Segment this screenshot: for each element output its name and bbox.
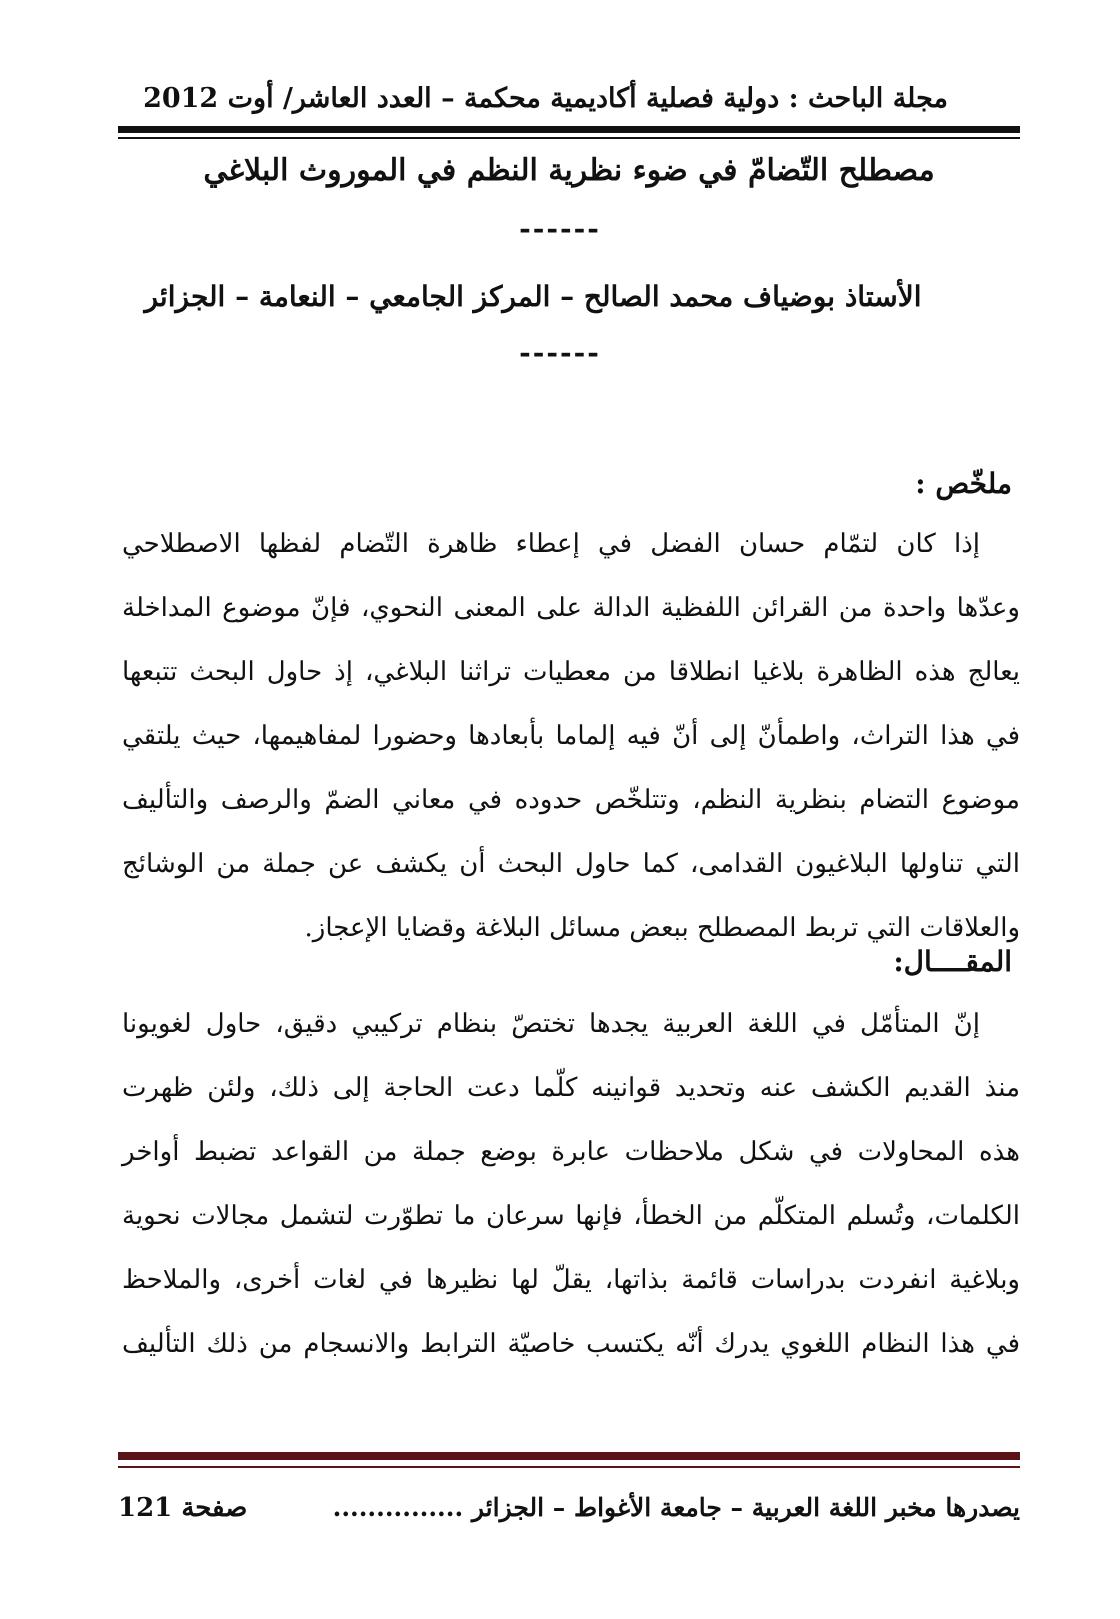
article-author: الأستاذ بوضياف محمد الصالح – المركز الجامعي – النعامة – الجزائر: [144, 280, 922, 313]
abstract-line: موضوع التضام بنظرية النظم، وتتلخّص حدوده في معاني الضمّ والرصف والتأليف: [122, 785, 1020, 815]
header-rule-thin: [118, 137, 1020, 139]
abstract-heading: ملخّص :: [915, 467, 1012, 500]
article-line: هذه المحاولات في شكل ملاحظات عابرة بوضع جملة من القواعد تضبط أواخر: [122, 1137, 1020, 1167]
article-title: مصطلح التّضامّ في ضوء نظرية النظم في الموروث البلاغي: [203, 153, 935, 188]
article-paragraph: [122, 992, 1020, 1376]
abstract-line: والعلاقات التي تربط المصطلح ببعض مسائل البلاغة وقضايا الإعجاز.: [304, 913, 1020, 943]
abstract-line: في هذا التراث، واطمأنّ إلى أنّ فيه إلماما بأبعادها وحضورا لمفاهيمها، حيث يلتقي: [122, 721, 1020, 751]
abstract-line: وعدّها واحدة من القرائن اللفظية الدالة على المعنى النحوي، فإنّ موضوع المداخلة: [122, 593, 1020, 623]
article-line: إنّ المتأمّل في اللغة العربية يجدها تختصّ بنظام تركيبي دقيق، حاول لغويونا: [122, 1009, 980, 1039]
header-rule-thick: [118, 126, 1020, 133]
page-number: صفحة 121: [118, 1493, 248, 1523]
article-line: الكلمات، وتُسلم المتكلّم من الخطأ، فإنها سرعان ما تطوّرت لتشمل مجالات نحوية: [122, 1201, 1020, 1231]
article-line: في هذا النظام اللغوي يدرك أنّه يكتسب خاصيّة الترابط والانسجام من ذلك التأليف: [122, 1329, 1020, 1359]
article-line: وبلاغية انفردت بدراسات قائمة بذاتها، يقلّ لها نظيرها في لغات أخرى، والملاحظ: [122, 1265, 1020, 1295]
author-separator: ------: [519, 336, 601, 369]
abstract-paragraph: [122, 512, 1020, 960]
article-line: منذ القديم الكشف عنه وتحديد قوانينه كلّما دعت الحاجة إلى ذلك، ولئن ظهرت: [122, 1073, 1020, 1103]
running-header: مجلة الباحث : دولية فصلية أكاديمية محكمة – العدد العاشر/ أوت 2012: [143, 83, 948, 114]
article-heading: المقــــال:: [893, 945, 1012, 978]
page-footer: [118, 1486, 1020, 1530]
footer-rule-thin: [118, 1466, 1020, 1468]
footer-publisher: يصدرها مخبر اللغة العربية – جامعة الأغواط – الجزائر ...............: [332, 1493, 1020, 1522]
abstract-line: يعالج هذه الظاهرة بلاغيا انطلاقا من معطيات تراثنا البلاغي، إذ حاول البحث تتبعها: [122, 657, 1020, 687]
abstract-line: التي تناولها البلاغيون القدامى، كما حاول البحث أن يكشف عن جملة من الوشائج: [122, 849, 1020, 879]
abstract-line: إذا كان لتمّام حسان الفضل في إعطاء ظاهرة التّضام لفظها الاصطلاحي: [122, 529, 980, 559]
title-separator: ------: [519, 212, 601, 245]
footer-rule-thick: [118, 1452, 1020, 1460]
